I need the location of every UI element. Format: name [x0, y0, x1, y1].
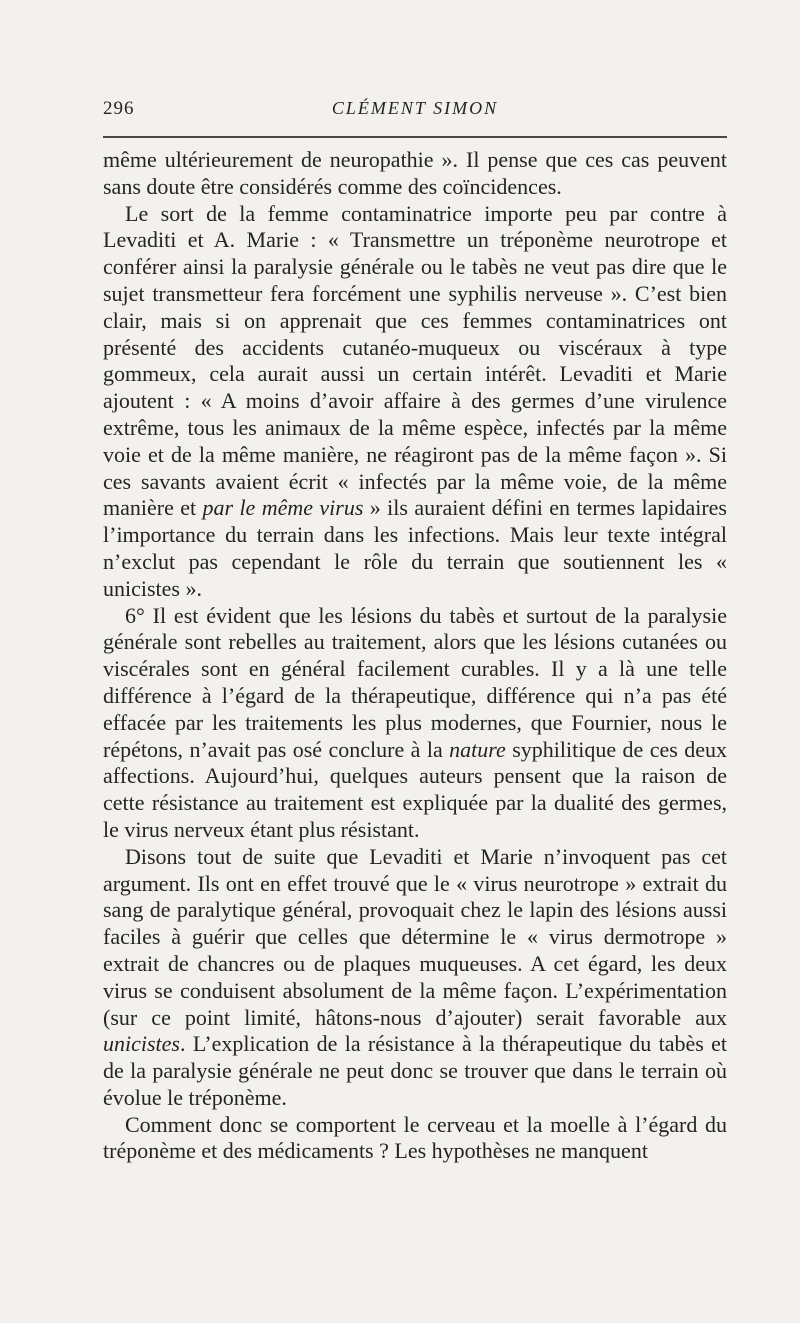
italic-run: par le même virus: [202, 495, 364, 521]
text-run: Disons tout de suite que Levaditi et Marie n’invoquent pas cet argument. Ils ont en effet trouvé que le « virus neurotrope » extrait du sang de paralytique général, provoquait chez le lapin des lésions aussi faciles à guérir que celles que détermine le « virus dermotrope » extrait de chancres ou de plaques muqueuses. A cet égard, les deux virus se conduisent absolument de la même façon. L’expérimentation (sur ce point limité, hâtons-nous d’ajouter) serait favorable aux: [103, 843, 727, 1030]
paragraph: [103, 844, 727, 1112]
running-title: CLÉMENT SIMON: [331, 98, 499, 118]
paragraph: [103, 1112, 727, 1166]
paragraph: [103, 603, 727, 844]
text-run: syphilitique de ces deux affections. Aujourd’hui, quelques auteurs pensent que la raison de cette résistance au traitement est expliquée par la dualité des germes, le virus nerveux étant plus résistant.: [103, 736, 727, 842]
body-text: [103, 147, 727, 1165]
header-rule: [103, 136, 727, 138]
italic-run: nature: [449, 736, 506, 762]
text-run: . L’explication de la résistance à la thérapeutique du tabès et de la paralysie générale ne peut donc se trouver que dans le terrain où évolue le tréponème.: [103, 1031, 727, 1110]
italic-run: unicistes: [103, 1031, 180, 1057]
text-run: Le sort de la femme contaminatrice importe peu par contre à Levaditi et A. Marie : « Transmettre un tréponème neurotrope et conférer ainsi la paralysie générale ou le tabès ne veut pas dire que le sujet transmetteur fera forcément une syphilis nerveuse ». C’est bien clair, mais si on apprenait que ces femmes contaminatrices ont présenté des accidents cutanéo-muqueux ou viscéraux à type gommeux, cela aurait aussi un certain intérêt. Levaditi et Marie ajoutent : « A moins d’avoir affaire à des germes d’une virulence extrême, tous les animaux de la même espèce, infectés par la même voie et de la même manière, ne réagiront pas de la même façon ». Si ces savants avaient écrit « infectés par la même voie, de la même manière et: [103, 200, 727, 521]
text-run: » ils auraient défini en termes lapidaires l’importance du terrain dans les infections. Mais leur texte intégral n’exclut pas cependant le rôle du terrain que soutiennent les « unicistes ».: [103, 495, 727, 601]
paragraph: [103, 147, 727, 201]
paragraph: [103, 201, 727, 603]
text-run: même ultérieurement de neuropathie ». Il pense que ces cas peuvent sans doute être considérés comme des coïncidences.: [103, 147, 727, 199]
text-run: Comment donc se comportent le cerveau et la moelle à l’égard du tréponème et des médicaments ? Les hypothèses ne manquent: [103, 1111, 727, 1164]
text-run: 6° Il est évident que les lésions du tabès et surtout de la paralysie générale sont rebelles au traitement, alors que les lésions cutanées ou viscérales sont en général facilement curables. Il y a là une telle différence à l’égard de la thérapeutique, différence qui n’a pas été effacée par les traitements les plus modernes, que Fournier, nous le répétons, n’avait pas osé conclure à la: [103, 602, 727, 762]
page-header: [103, 98, 727, 128]
page-number: 296: [103, 98, 135, 119]
